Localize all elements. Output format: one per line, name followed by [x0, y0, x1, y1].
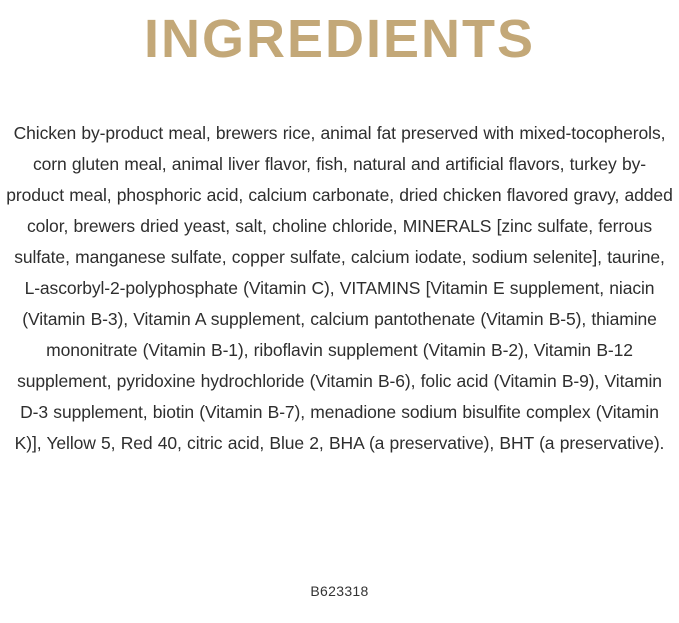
page-title: INGREDIENTS: [143, 9, 536, 69]
product-code: B623318: [310, 583, 369, 599]
ingredients-text: Chicken by-product meal, brewers rice, animal fat preserved with mixed-tocopherols, corn gluten meal, animal liver flavor, fish, natural and artificial flavors, turkey by-product meal, phosphoric acid, calcium carbonate, dried chicken flavored gravy, added color, brewers dried yeast, salt, choline chloride, MINERALS [zinc sulfate, ferrous sulfate, manganese sulfate, copper sulfate, calcium iodate, sodium selenite], taurine, L-ascorbyl-2-polyphosphate (Vitamin C), VITAMINS [Vitamin E supplement, niacin (Vitamin B-3), Vitamin A supplement, calcium pantothenate (Vitamin B-5), thiamine mononitrate (Vitamin B-1), riboflavin supplement (Vitamin B-2), Vitamin B-12 supplement, pyridoxine hydrochloride (Vitamin B-6), folic acid (Vitamin B-9), Vitamin D-3 supplement, biotin (Vitamin B-7), menadione sodium bisulfite complex (Vitamin K)], Yellow 5, Red 40, citric acid, Blue 2, BHA (a preservative), BHT (a preservative).: [6, 123, 673, 453]
